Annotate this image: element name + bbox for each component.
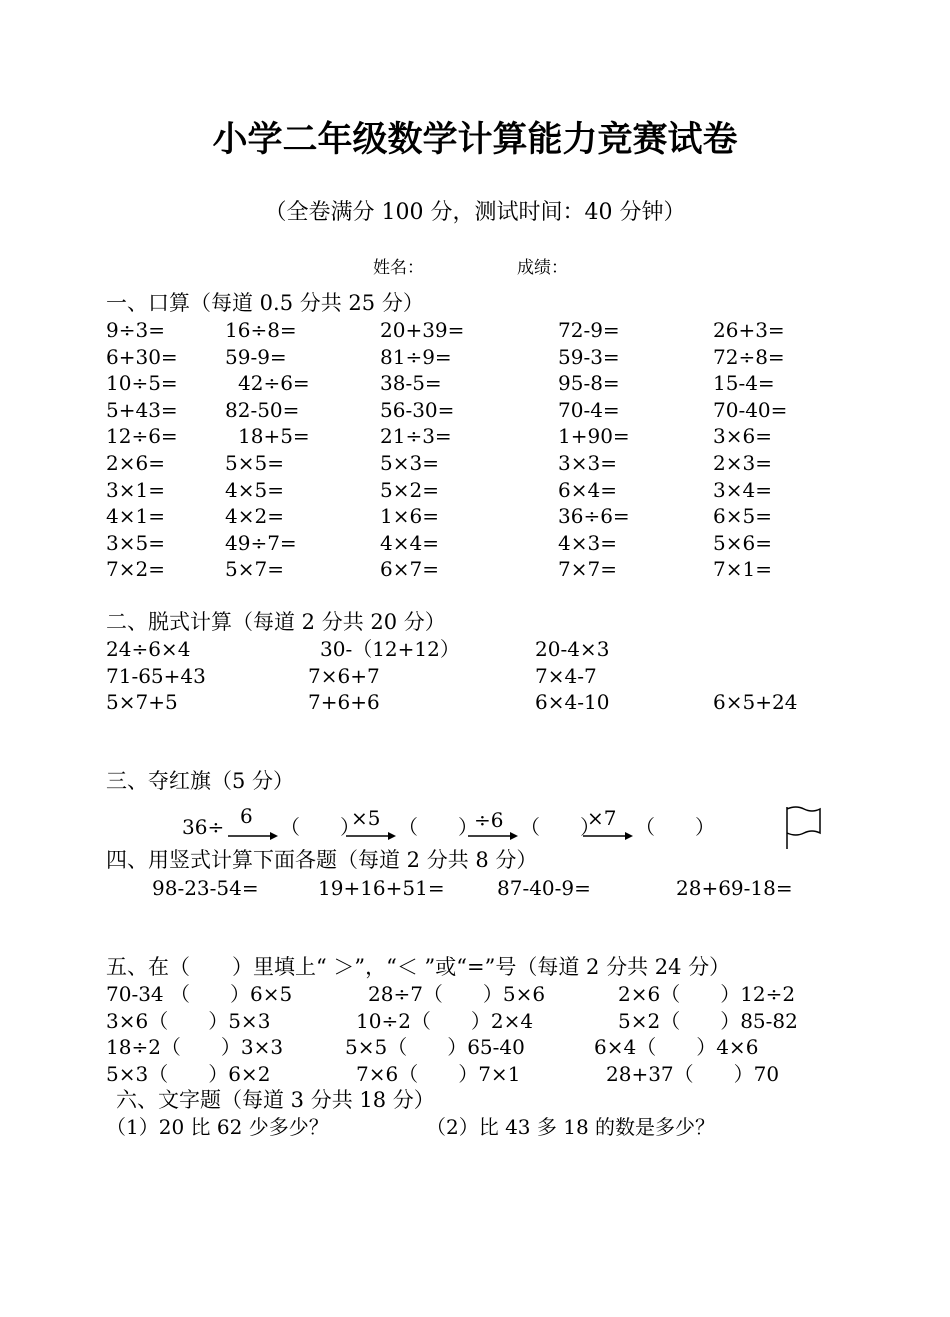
oral-arithmetic-item: 26+3= xyxy=(713,318,785,342)
oral-arithmetic-item: 5×5= xyxy=(225,451,284,475)
step-calculation-item: 6×5+24 xyxy=(713,690,798,715)
page-title: 小学二年级数学计算能力竞赛试卷 xyxy=(212,119,738,160)
compare-item: 10÷2（ ）2×4 xyxy=(356,1008,534,1033)
step-calculation-item: 7+6+6 xyxy=(308,690,380,715)
compare-item: 6×4（ ）4×6 xyxy=(594,1035,759,1060)
oral-arithmetic-item: 1×6= xyxy=(380,504,439,529)
chain-blank-1: （ ） xyxy=(280,815,360,839)
oral-arithmetic-item: 9÷3= xyxy=(106,318,165,342)
compare-item: 5×3（ ）6×2 xyxy=(106,1061,271,1086)
oral-arithmetic-item: 3×5= xyxy=(106,530,165,555)
oral-arithmetic-item: 7×7= xyxy=(558,557,617,582)
oral-arithmetic-item: 16÷8= xyxy=(225,318,297,342)
oral-arithmetic-item: 7×2= xyxy=(106,557,165,582)
arrow-icon xyxy=(346,832,396,842)
step-calculation-item: 71-65+43 xyxy=(106,663,206,688)
oral-arithmetic-item: 18+5= xyxy=(238,424,310,449)
oral-arithmetic-item: 21÷3= xyxy=(380,424,452,449)
oral-arithmetic-item: 4×4= xyxy=(380,530,439,555)
step-calculation-item: 7×6+7 xyxy=(308,663,380,688)
step-calculation-item: 6×4-10 xyxy=(535,690,610,715)
oral-arithmetic-item: 4×2= xyxy=(225,504,284,529)
flag-start: 36÷ xyxy=(182,815,225,839)
oral-arithmetic-item: 3×6= xyxy=(713,424,772,449)
step-calculation-item: 30-（12+12） xyxy=(320,637,460,661)
oral-arithmetic-item: 7×1= xyxy=(713,557,772,582)
oral-arithmetic-item: 1+90= xyxy=(558,424,630,449)
section-2-heading: 二、脱式计算（每道 2 分共 20 分） xyxy=(106,610,446,634)
chain-op-2: ×5 xyxy=(351,806,381,830)
chain-op-4: ×7 xyxy=(587,806,617,830)
oral-arithmetic-item: 6×4= xyxy=(558,477,617,502)
oral-arithmetic-item: 2×3= xyxy=(713,451,772,475)
oral-arithmetic-item: 4×3= xyxy=(558,530,617,555)
chain-blank-2: （ ） xyxy=(398,815,478,839)
oral-arithmetic-item: 70-4= xyxy=(558,397,620,422)
oral-arithmetic-item: 5×3= xyxy=(380,451,439,475)
oral-arithmetic-item: 3×3= xyxy=(558,451,617,475)
oral-arithmetic-item: 59-3= xyxy=(558,344,620,369)
oral-arithmetic-item: 15-4= xyxy=(713,371,775,396)
step-calculation-item: 7×4-7 xyxy=(535,663,597,688)
compare-item: 7×6（ ）7×1 xyxy=(356,1061,521,1086)
oral-arithmetic-item: 5×2= xyxy=(380,477,439,502)
oral-arithmetic-item: 10÷5= xyxy=(106,371,178,396)
arrow-icon xyxy=(583,832,633,842)
oral-arithmetic-item: 42÷6= xyxy=(238,371,310,396)
section-1-heading: 一、口算（每道 0.5 分共 25 分） xyxy=(106,291,424,315)
compare-item: 28+37（ ）70 xyxy=(606,1061,780,1086)
flag-icon xyxy=(784,805,824,851)
oral-arithmetic-item: 4×5= xyxy=(225,477,284,502)
compare-item: 28÷7（ ）5×6 xyxy=(368,982,546,1006)
oral-arithmetic-item: 56-30= xyxy=(380,397,455,422)
oral-arithmetic-item: 81÷9= xyxy=(380,344,452,369)
chain-op-1: 6 xyxy=(240,804,253,828)
chain-blank-4: （ ） xyxy=(635,815,715,839)
oral-arithmetic-item: 3×4= xyxy=(713,477,772,502)
oral-arithmetic-item: 5×7= xyxy=(225,557,284,582)
oral-arithmetic-item: 5×6= xyxy=(713,530,772,555)
compare-item: 2×6（ ）12÷2 xyxy=(618,982,796,1006)
oral-arithmetic-item: 20+39= xyxy=(380,318,465,342)
compare-item: 70-34 （ ）6×5 xyxy=(106,982,293,1006)
chain-op-3: ÷6 xyxy=(474,808,504,832)
compare-item: 18÷2（ ）3×3 xyxy=(106,1035,284,1060)
oral-arithmetic-item: 2×6= xyxy=(106,451,165,475)
compare-item: 3×6（ ）5×3 xyxy=(106,1008,271,1033)
name-label: 姓名： xyxy=(373,258,424,278)
vertical-item-4: 28+69-18= xyxy=(676,876,793,900)
oral-arithmetic-item: 49÷7= xyxy=(225,530,297,555)
word-problem-1: （1）20 比 62 少多少？ xyxy=(106,1115,329,1139)
subtitle: （全卷满分 100 分，测试时间：40 分钟） xyxy=(264,200,686,225)
oral-arithmetic-item: 6+30= xyxy=(106,344,178,369)
vertical-item-2: 19+16+51= xyxy=(318,876,445,900)
arrow-icon xyxy=(228,832,278,842)
word-problem-2: （2）比 43 多 18 的数是多少？ xyxy=(426,1115,716,1139)
oral-arithmetic-item: 36÷6= xyxy=(558,504,630,529)
section-3-heading: 三、夺红旗（5 分） xyxy=(106,769,295,793)
step-calculation-item: 24÷6×4 xyxy=(106,637,191,661)
oral-arithmetic-item: 6×5= xyxy=(713,504,772,529)
oral-arithmetic-item: 72÷8= xyxy=(713,344,785,369)
oral-arithmetic-item: 4×1= xyxy=(106,504,165,529)
score-label: 成绩： xyxy=(517,258,568,278)
oral-arithmetic-item: 38-5= xyxy=(380,371,442,396)
oral-arithmetic-item: 5+43= xyxy=(106,397,178,422)
oral-arithmetic-item: 70-40= xyxy=(713,397,788,422)
step-calculation-item: 20-4×3 xyxy=(535,637,610,661)
compare-item: 5×2（ ）85-82 xyxy=(618,1008,798,1033)
oral-arithmetic-item: 95-8= xyxy=(558,371,620,396)
oral-arithmetic-item: 6×7= xyxy=(380,557,439,582)
chain-blank-3: （ ） xyxy=(520,815,600,839)
compare-item: 5×5（ ）65-40 xyxy=(345,1035,525,1060)
vertical-item-1: 98-23-54= xyxy=(152,876,259,900)
step-calculation-item: 5×7+5 xyxy=(106,690,178,715)
section-6-heading: 六、文字题（每道 3 分共 18 分） xyxy=(116,1088,435,1112)
section-5-heading: 五、在（ ）里填上“ ＞”，“＜ ”或“=”号（每道 2 分共 24 分） xyxy=(106,955,731,979)
oral-arithmetic-item: 59-9= xyxy=(225,344,287,369)
oral-arithmetic-item: 12÷6= xyxy=(106,424,178,449)
oral-arithmetic-item: 72-9= xyxy=(558,318,620,342)
section-4-heading: 四、用竖式计算下面各题（每道 2 分共 8 分） xyxy=(106,848,538,872)
vertical-item-3: 87-40-9= xyxy=(497,876,591,900)
oral-arithmetic-item: 3×1= xyxy=(106,477,165,502)
arrow-icon xyxy=(468,832,518,842)
oral-arithmetic-item: 82-50= xyxy=(225,397,300,422)
